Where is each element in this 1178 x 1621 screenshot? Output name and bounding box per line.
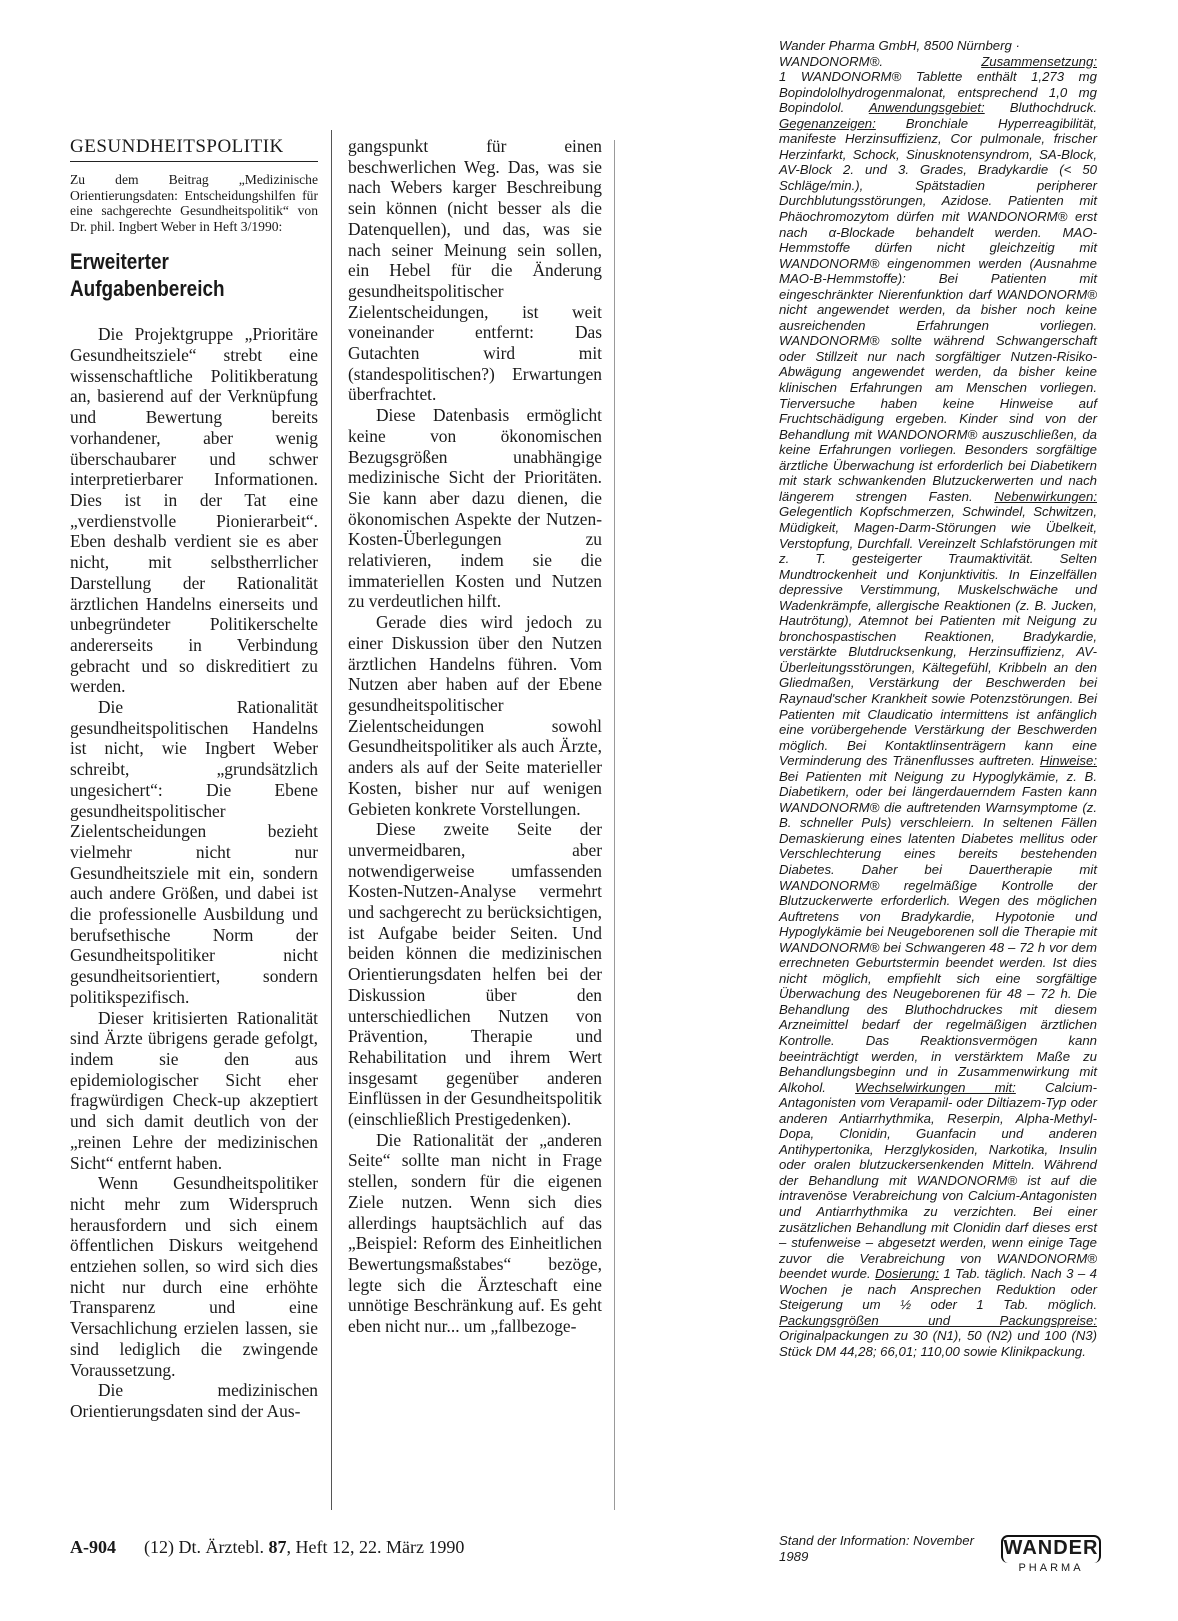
gegenanzeigen-text: Bronchiale Hyperreagibilität, manifeste Herzinsuffizienz, Cor pulmonale, frischer Herzinfarkt, Schock, Sinusknotensyndrom, SA-Block, AV-Block 2. und 3. Grades, Bradykardie (< 50 Schläge/min.), Spätstadien peripherer Durchblutungsstörungen, Azidose. Patienten mit Phäochromozytom dürfen mit WANDONORM® erst nach α-Blockade behandelt werden. MAO-Hemmstoffe dürfen nicht gleichzeitig mit WANDONORM® eingenommen werden (Ausnahme MAO-B-Hemmstoffe): Bei Patienten mit eingeschränkter Nierenfunktion darf WANDONORM® nicht angewendet werden, da bisher noch keine ausreichenden Erfahrungen vorliegen. WANDONORM® sollte während Schwangerschaft oder Stillzeit nur nach sorgfältiger Nutzen-Risiko-Abwägung angewendet werden, da bisher keine klinischen Erfahrungen am Menschen vorliegen. Tierversuche haben keine Hinweise auf Fruchtschädigung ergeben. Kinder sind von der Behandlung mit WANDONORM® auszuschließen, da keine Erfahrungen vorliegen. Besonders sorgfältige ärztliche Überwachung ist erforderlich bei Diabetikern mit stark schwankenden Blutzuckerwerten und nach längerem strengen Fasten. [779, 115, 1097, 504]
company-name: Wander Pharma GmbH, 8500 Nürnberg · [779, 38, 1020, 53]
wander-pharma-logo [1001, 1535, 1099, 1573]
stand-der-information: Stand der Information: November 1989 [779, 1533, 974, 1564]
column-divider-right [614, 140, 615, 1510]
article-column-2 [348, 136, 602, 1337]
article-body-col2 [348, 136, 602, 1337]
zusammensetzung-label: Zusammensetzung: [981, 53, 1097, 69]
citation-issue: , Heft 12, 22. März 1990 [286, 1537, 465, 1557]
column-divider [331, 130, 332, 1510]
dosierung-label: Dosierung: [875, 1266, 939, 1282]
citation-journal: (12) Dt. Ärztebl. [144, 1537, 264, 1557]
paragraph: Diese Datenbasis ermöglicht keine von ökonomischen Bezugsgrößen unabhängige medizinische Sicht der Prioritäten. Sie kann aber dazu dienen, die ökonomischen Aspekte der Nutzen-Kosten-Überlegungen zu relativieren, indem sie die immateriellen Kosten und Nutzen zu verdeutlichen hilft. [348, 405, 602, 612]
anwendungsgebiet-label: Anwendungsgebiet: [868, 100, 985, 116]
product-information [779, 38, 1097, 1359]
citation-volume: 87 [268, 1537, 287, 1557]
nebenwirkungen-text: Gelegentlich Kopfschmerzen, Schwindel, Schwitzen, Müdigkeit, Magen-Darm-Störungen wie Übelkeit, Verstopfung, Durchfall. Vereinzelt Schlafstörungen mit z. T. gesteigerter Traumaktivität. Selten Mundtrockenheit und Konjunktivitis. In Einzelfällen depressive Verstimmung, Muskelschwäche und Wadenkrämpfe, allergische Reaktionen (z. B. Jucken, Hautrötung), Atemnot bei Patienten mit Neigung zu bronchospastischen Reaktionen, Bradykardie, verstärkte Blutdrucksenkung, Herzinsuffizienz, AV-Überleitungsstörungen, Kältegefühl, Kribbeln an den Gliedmaßen, Verstärkung der Beschwerden bei Raynaud'scher Krankheit sowie Potenzstörungen. Bei Patienten mit Claudicatio intermittens ist anfänglich eine vorübergehende Verstärkung der Beschwerden möglich. Bei Kontaktlinsenträgern kann eine Verminderung des Tränenflusses auftreten. [779, 504, 1097, 769]
pi-footer [779, 1533, 1099, 1579]
intro-text: Zu dem Beitrag „Medizinische Orientierungsdaten: Entscheidungshilfen für eine sachgerechte Gesundheitspolitik“ von Dr. phil. Ingbert Weber in Heft 3/1990: [70, 172, 318, 234]
hinweise-label: Hinweise: [1039, 753, 1097, 769]
paragraph: Die Projektgruppe „Prioritäre Gesundheitsziele“ strebt eine wissenschaftliche Politikberatung an, basierend auf der Verknüpfung und Bewertung bereits vorhandener, aber wenig überschaubarer und schwer interpretierbarer Informationen. Dies ist in der Tat eine „verdienstvolle Pionierarbeit“. Eben deshalb verdient sie es aber nicht, mit selbstherrlicher Darstellung der Rationalität ärztlichen Handelns einerseits und unbegründeter Politikerschelte andererseits in Verbindung gebracht und so diskreditiert zu werden. [70, 324, 318, 697]
section-title: GESUNDHEITSPOLITIK [70, 136, 318, 162]
page-footer [70, 1537, 464, 1558]
paragraph: Gerade dies wird jedoch zu einer Diskussion über den Nutzen ärztlichen Handelns führen. Vom Nutzen aber haben auf der Ebene gesundheitspolitischer Zielentscheidungen sowohl Gesundheitspolitiker als auch Ärzte, anders als auf der Seite materieller Kosten, bisher nur auf wenigen Gebieten konkrete Vorstellungen. [348, 612, 602, 819]
pi-header [779, 38, 1097, 69]
gegenanzeigen-label: Gegenanzeigen: [779, 115, 876, 131]
nebenwirkungen-label: Nebenwirkungen: [994, 488, 1098, 504]
packung-label: Packungsgrößen und Packungspreise: [779, 1312, 1097, 1328]
hinweise-text: Bei Patienten mit Neigung zu Hypoglykämie, z. B. Diabetikern, oder bei längerdauerndem Fasten kann WANDONORM® die auftretenden Warnsymptome (z. B. schneller Puls) verschleiern. In seltenen Fällen Demaskierung eines latenten Diabetes mellitus oder Verschlechterung eines bereits bestehenden Diabetes. Daher bei Dauertherapie mit WANDONORM® regelmäßige Kontrolle der Blutzuckerwerte erforderlich. Wegen des möglichen Auftretens von Bradykardie, Hypotonie und Hypoglykämie bei Neugeborenen soll die Therapie mit WANDONORM® bei Schwangeren 48 – 72 h vor dem errechneten Geburtstermin beendet werden. Ist dies nicht möglich, empfiehlt sich eine sorgfältige Überwachung des Neugeborenen für 48 – 72 h. Die Behandlung des Bluthochdruckes mit diesem Arzneimittel bedarf der regelmäßigen ärztlichen Kontrolle. Das Reaktionsvermögen kann beeinträchtigt werden, in verstärktem Maße zu Behandlungsbeginn und in Zusammenwirkung mit Alkohol. [779, 768, 1097, 1095]
article-body-col1 [70, 324, 318, 1421]
paragraph: Wenn Gesundheitspolitiker nicht mehr zum Widerspruch herausfordern und sich einem öffentlichen Diskurs weitgehend entziehen sollen, so wird sich dies nicht nur durch eine erhöhte Transparenz und eine Versachlichung erzielen lassen, sie sind lediglich die zwingende Voraussetzung. [70, 1173, 318, 1380]
paragraph: Die medizinischen Orientierungsdaten sind der Aus- [70, 1380, 318, 1421]
article-column-1 [70, 136, 318, 1422]
paragraph: gangspunkt für einen beschwerlichen Weg. Das, was sie nach Webers karger Beschreibung sein können (nicht besser als die Datenquellen), und das, was sie nach seiner Meinung sein sollen, ein Hebel für die Änderung gesundheitspolitischer Zielentscheidungen, ist weit voneinander entfernt: Das Gutachten wird mit (standespolitischen?) Erwartungen überfrachtet. [348, 136, 602, 405]
product-name: WANDONORM®. [779, 53, 883, 69]
wechselwirkungen-text: Calcium-Antagonisten vom Verapamil- oder Diltiazem-Typ oder anderen Antiarrhythmika, Reserpin, Alpha-Methyl-Dopa, Clonidin, Guanfacin und anderen Antihypertonika, Herzglykosiden, Narkotika, Insulin oder oralen blutzuckersenkenden Mitteln. Während der Behandlung mit WANDONORM® ist auf die intravenöse Verabreichung von Calcium-Antagonisten und Antiarrhythmika zu verzichten. Bei einer zusätzlichen Behandlung mit Clonidin darf dieses erst – stufenweise – abgesetzt werden, wenn einige Tage zuvor die Verabreichung von WANDONORM® beendet wurde. [779, 1079, 1097, 1282]
dosierung-text: 1 Tab. täglich. Nach 3 – 4 Wochen je nach Ansprechen Reduktion oder Steigerung um ½ oder 1 Tab. möglich. [779, 1266, 1097, 1313]
page-number: A-904 [70, 1537, 116, 1557]
anwendungsgebiet-text: Bluthochdruck. [1009, 100, 1097, 116]
paragraph: Dieser kritisierten Rationalität sind Ärzte übrigens gerade gefolgt, indem sie den aus epidemiologischer Sicht eher fragwürdigen Check-up akzeptiert und sich damit deutlich von der „reinen Lehre der medizinischen Sicht“ entfernt haben. [70, 1007, 318, 1173]
logo-subtitle: PHARMA [1018, 1562, 1084, 1574]
paragraph: Diese zweite Seite der unvermeidbaren, aber notwendigerweise umfassenden Kosten-Nutzen-Analyse vermehrt und sachgerecht zu berücksichtigen, ist Aufgabe beider Seiten. Und beiden können die medizinischen Orientierungsdaten helfen bei der Diskussion über den unterschiedlichen Nutzen von Prävention, Therapie und Rehabilitation und ihrem Wert insgesamt gegenüber anderen Einflüssen in der Gesundheitspolitik (einschließlich Prestigedenken). [348, 819, 602, 1130]
logo-wordmark: WANDER [1003, 1537, 1099, 1559]
zusammensetzung-text: 1 WANDONORM® Tablette enthält 1,273 mg Bopindololhydrogenmalonat, entsprechend 1,0 mg Bopindolol. [779, 69, 1097, 116]
paragraph: Die Rationalität der „anderen Seite“ sollte man nicht in Frage stellen, sondern für die eigenen Ziele nutzen. Wenn sich dies allerdings hauptsächlich auf das „Beispiel: Reform des Einheitlichen Bewertungsmaßstabes“ bezöge, legte sich die Ärzteschaft eine unnötige Beschränkung auf. Es geht eben nicht nur... um „fallbezoge- [348, 1129, 602, 1337]
pi-text [779, 69, 1097, 1359]
wechselwirkungen-label: Wechselwirkungen mit: [855, 1079, 1016, 1095]
packung-text: Originalpackungen zu 30 (N1), 50 (N2) und 100 (N3) Stück DM 44,28; 66,01; 110,00 sowie Klinikpackung. [779, 1328, 1097, 1359]
article-headline: Erweiterter Aufgabenbereich [70, 249, 225, 302]
paragraph: Die Rationalität gesundheitspolitischen Handelns ist nicht, wie Ingbert Weber schreibt, „grundsätzlich ungesichert“: Die Ebene gesundheitspolitischer Zielentscheidungen bezieht vielmehr nicht nur Gesundheitsziele mit ein, sondern auch andere Größen, und dabei ist die professionelle Ausbildung und berufsethische Norm der Gesundheitspolitiker nicht gesundheitsorientiert, sondern politikspezifisch. [70, 697, 318, 1007]
